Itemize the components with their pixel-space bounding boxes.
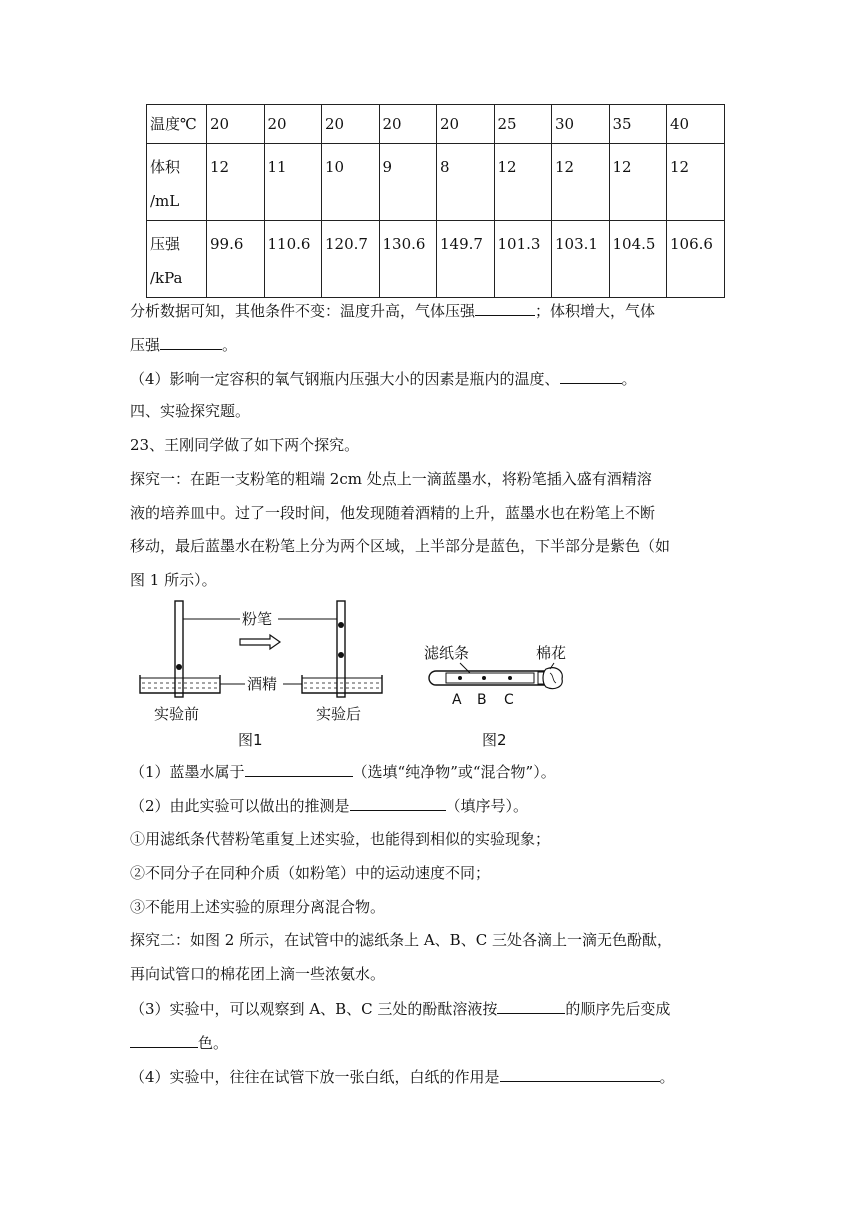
option-1: ①用滤纸条代替粉笔重复上述实验，也能得到相似的实验现象； (130, 830, 551, 848)
explore-1-line-2: 液的培养皿中。过了一段时间，他发现随着酒精的上升，蓝墨水也在粉笔上不断 (130, 504, 656, 522)
explore-1-line-3: 移动，最后蓝墨水在粉笔上分为两个区域，上半部分是蓝色，下半部分是紫色（如 (130, 537, 671, 555)
table-cell: 101.3 (494, 221, 552, 298)
table-cell: 99.6 (207, 221, 265, 298)
point-a-label: A (452, 692, 462, 708)
answer-blank[interactable] (160, 333, 222, 350)
part-3-line-2 (130, 1031, 730, 1054)
ink-dot (338, 622, 344, 628)
table-cell: 20 (437, 105, 495, 144)
row-header: 压强 /kPa (147, 221, 207, 298)
figure-1-after (302, 601, 382, 697)
period: 。 (621, 370, 637, 388)
analysis-line-1 (130, 299, 730, 322)
part-2-line (130, 794, 730, 817)
point-a-dot (458, 676, 462, 680)
figure-1-before (140, 601, 220, 697)
ink-dot (338, 652, 344, 658)
part-4-text: （4）实验中，往往在试管下放一张白纸，白纸的作用是 (130, 1068, 500, 1086)
table-cell: 106.6 (667, 221, 725, 298)
figure-2-caption: 图2 (482, 731, 507, 749)
explore-2-line-1: 探究二：如图 2 所示，在试管中的滤纸条上 A、B、C 三处各滴上一滴无色酚酞， (130, 931, 672, 949)
option-2: ②不同分子在同种介质（如粉笔）中的运动速度不同； (130, 864, 491, 882)
table-cell: 110.6 (264, 221, 322, 298)
table-cell: 10 (322, 144, 380, 221)
analysis-text: 分析数据可知，其他条件不变：温度升高，气体压强 (130, 302, 476, 320)
period: 。 (222, 336, 238, 354)
figure-svg (130, 595, 570, 755)
explore-1-line-4: 图 1 所示）。 (130, 571, 217, 589)
chalk-label: 粉笔 (242, 610, 273, 628)
table-row (147, 144, 725, 221)
table-cell: 12 (552, 144, 610, 221)
analysis-text-2: ；体积增大，气体 (535, 302, 656, 320)
table-row (147, 221, 725, 298)
point-c-label: C (504, 692, 514, 708)
question-4-line (130, 367, 730, 390)
answer-blank[interactable] (475, 299, 535, 316)
alcohol-label: 酒精 (247, 675, 278, 693)
table-cell: 30 (552, 105, 610, 144)
part-3-text-3: 色。 (198, 1034, 229, 1052)
answer-blank[interactable] (497, 997, 565, 1014)
row-header: 温度℃ (147, 105, 207, 144)
point-b-dot (482, 676, 486, 680)
part-2-text: （2）由此实验可以做出的推测是 (130, 797, 350, 815)
filter-strip-label: 滤纸条 (424, 644, 470, 662)
answer-blank[interactable] (130, 1031, 198, 1048)
table-cell: 103.1 (552, 221, 610, 298)
table-cell: 35 (609, 105, 667, 144)
analysis-line-2 (130, 333, 730, 356)
option-3: ③不能用上述实验的原理分离混合物。 (130, 898, 386, 916)
table-cell: 130.6 (379, 221, 437, 298)
point-b-label: B (477, 692, 487, 708)
cotton-label: 棉花 (536, 644, 567, 662)
answer-blank[interactable] (500, 1065, 660, 1082)
analysis-text-3: 压强 (130, 336, 161, 354)
explore-2-line-2: 再向试管口的棉花团上滴一些浓氨水。 (130, 965, 386, 983)
table-cell: 104.5 (609, 221, 667, 298)
figure-1-caption: 图1 (238, 731, 263, 749)
table-cell: 9 (379, 144, 437, 221)
row-header: 体积 /mL (147, 144, 207, 221)
part-3-text: （3）实验中，可以观察到 A、B、C 三处的酚酞溶液按 (130, 1000, 498, 1018)
point-c-dot (508, 676, 512, 680)
part-1-line (130, 760, 730, 783)
part-4-line (130, 1065, 730, 1088)
table-cell: 20 (264, 105, 322, 144)
part-1-text-2: （选填“纯净物”或“混合物”）。 (352, 763, 556, 781)
table-cell: 20 (379, 105, 437, 144)
table-cell: 20 (207, 105, 265, 144)
table-cell: 120.7 (322, 221, 380, 298)
explore-1-line-1: 探究一：在距一支粉笔的粗端 2cm 处点上一滴蓝墨水，将粉笔插入盛有酒精溶 (130, 470, 652, 488)
table-cell: 40 (667, 105, 725, 144)
answer-blank[interactable] (350, 794, 446, 811)
answer-blank[interactable] (560, 367, 622, 384)
table-cell: 20 (322, 105, 380, 144)
question-4-text: （4）影响一定容积的氧气钢瓶内压强大小的因素是瓶内的温度、 (130, 370, 560, 388)
figure-2-test-tube (429, 668, 562, 689)
arrow-right-icon (240, 635, 280, 649)
table-cell: 12 (207, 144, 265, 221)
table-cell: 8 (437, 144, 495, 221)
question-23-title: 23、王刚同学做了如下两个探究。 (130, 436, 360, 454)
table-cell: 25 (494, 105, 552, 144)
table-cell: 12 (609, 144, 667, 221)
section-heading: 四、实验探究题。 (130, 402, 251, 420)
table-cell: 11 (264, 144, 322, 221)
ink-dot (176, 664, 182, 670)
part-2-text-2: （填序号）。 (445, 797, 529, 815)
period: 。 (659, 1068, 675, 1086)
table-cell: 12 (667, 144, 725, 221)
table-cell: 12 (494, 144, 552, 221)
data-table (146, 104, 725, 298)
part-3-text-2: 的顺序先后变成 (565, 1000, 671, 1018)
before-label: 实验前 (154, 705, 200, 723)
part-1-text: （1）蓝墨水属于 (130, 763, 245, 781)
after-label: 实验后 (316, 705, 362, 723)
experiment-figures (130, 595, 570, 755)
table-row (147, 105, 725, 144)
answer-blank[interactable] (245, 760, 353, 777)
table-cell: 149.7 (437, 221, 495, 298)
part-3-line (130, 997, 730, 1020)
